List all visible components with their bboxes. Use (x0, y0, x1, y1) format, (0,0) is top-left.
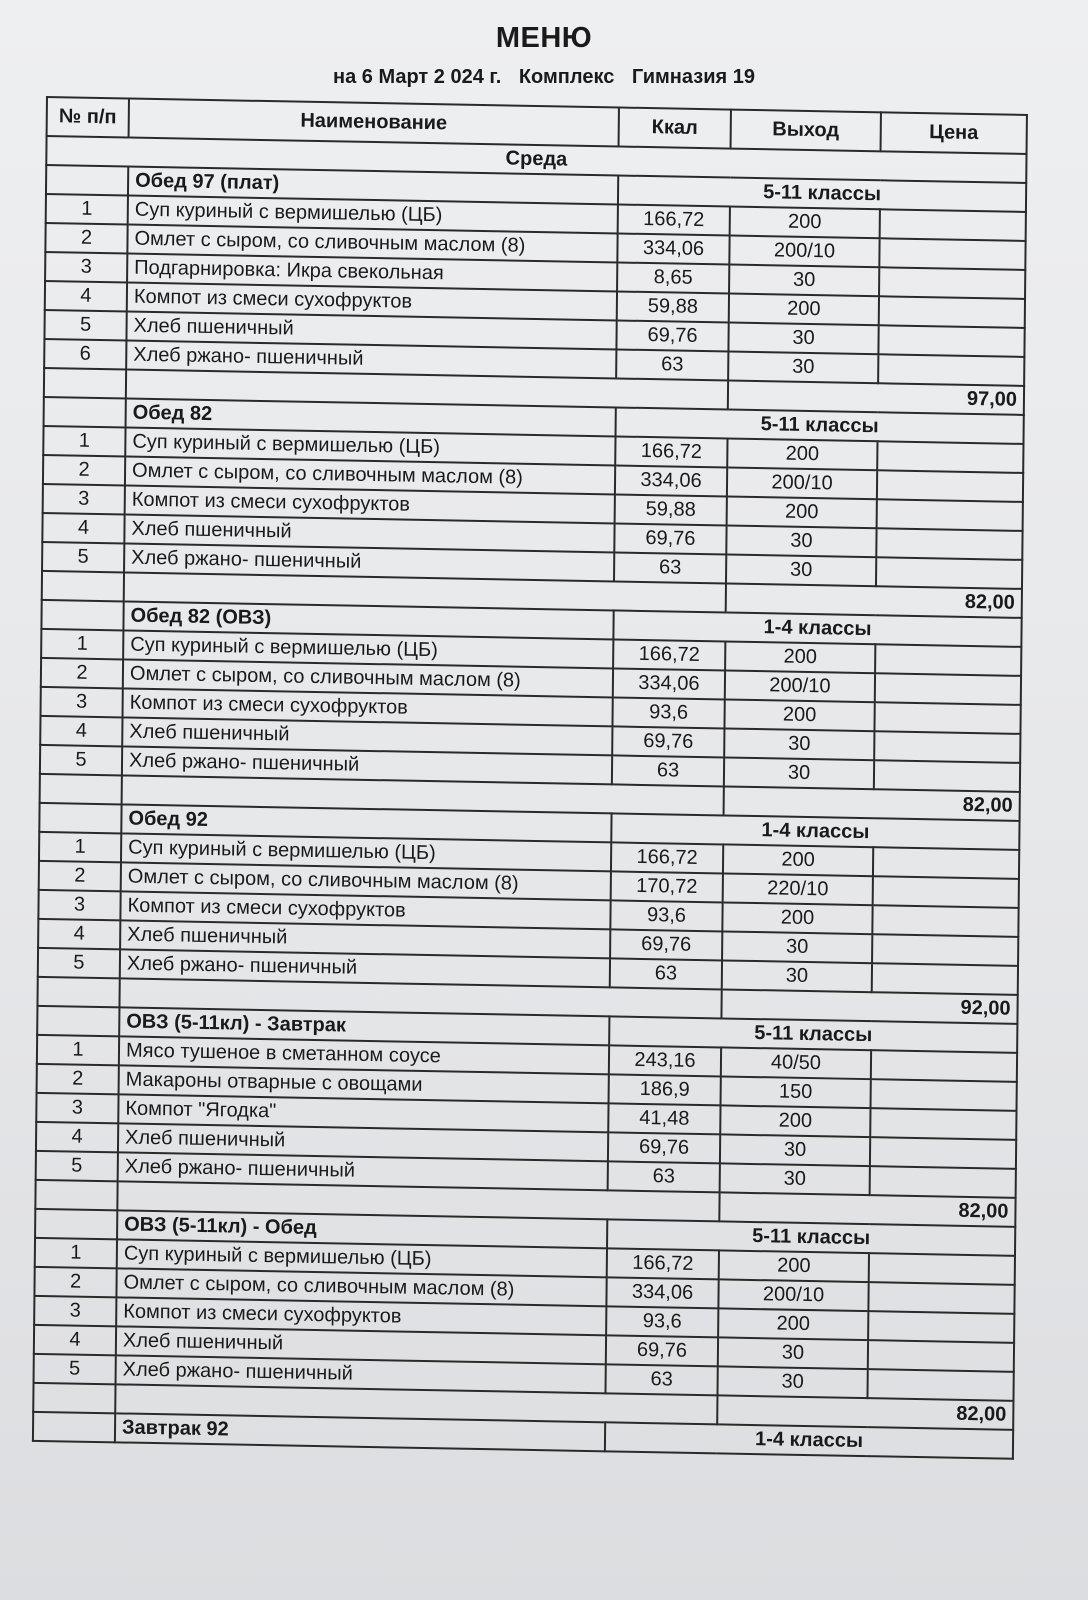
item-price (868, 1282, 1014, 1314)
item-number: 4 (42, 513, 124, 543)
item-kcal: 166,72 (615, 436, 727, 467)
item-name: Хлеб пшеничный (122, 717, 612, 755)
item-price (880, 209, 1026, 241)
item-name: Хлеб ржано- пшеничный (122, 746, 612, 784)
item-output: 30 (729, 265, 879, 297)
item-kcal: 63 (614, 552, 726, 583)
item-output: 200 (724, 699, 874, 731)
item-output: 200/10 (725, 670, 875, 702)
item-name: Суп куриный с вермишелью (ЦБ) (121, 833, 611, 871)
item-kcal: 186,9 (609, 1074, 721, 1105)
section-name: ОВЗ (5-11кл) - Завтрак (119, 1007, 609, 1045)
section-classes: 1-4 классы (605, 1422, 1013, 1458)
item-number: 4 (36, 1122, 118, 1152)
section-classes: 1-4 классы (611, 813, 1019, 849)
item-number: 5 (40, 745, 122, 775)
item-name: Компот из смеси сухофруктов (127, 282, 617, 320)
item-output: 30 (724, 757, 874, 789)
section-name: Обед 82 (126, 398, 616, 436)
item-output: 30 (724, 728, 874, 760)
item-output: 30 (717, 1366, 867, 1398)
section-name: Обед 82 (ОВЗ) (123, 601, 613, 639)
section-classes: 5-11 классы (616, 407, 1024, 443)
item-output: 30 (728, 352, 878, 384)
item-kcal: 69,76 (616, 320, 728, 351)
item-number: 3 (43, 484, 125, 514)
item-price (877, 499, 1023, 531)
section-number-cell (33, 1412, 115, 1442)
section-name: ОВЗ (5-11кл) - Обед (117, 1210, 607, 1248)
item-name: Подгарнировка: Икра свекольная (127, 253, 617, 291)
item-name: Макароны отварные с овощами (119, 1065, 609, 1103)
section-classes: 5-11 классы (607, 1219, 1015, 1255)
item-name: Суп куриный с вермишелью (ЦБ) (117, 1239, 607, 1277)
item-name: Омлет с сыром, со сливочным маслом (8) (127, 225, 617, 263)
item-kcal: 8,65 (617, 262, 729, 293)
item-number: 5 (38, 948, 120, 978)
item-name: Хлеб ржано- пшеничный (118, 1152, 608, 1190)
item-output: 200 (725, 641, 875, 673)
item-output: 200 (720, 1105, 870, 1137)
item-price (868, 1311, 1014, 1343)
item-name: Компот из смеси сухофруктов (116, 1297, 606, 1335)
item-price (877, 441, 1023, 473)
item-price (872, 963, 1018, 995)
item-kcal: 69,76 (610, 929, 722, 960)
item-number: 5 (36, 1151, 118, 1181)
item-price (874, 731, 1020, 763)
item-number: 3 (41, 687, 123, 717)
item-number: 2 (34, 1267, 116, 1297)
item-number: 5 (34, 1354, 116, 1384)
item-price (870, 1108, 1016, 1140)
item-output: 200 (718, 1308, 868, 1340)
section-name: Завтрак 92 (115, 1413, 605, 1451)
section-number-cell (46, 165, 128, 195)
item-output: 30 (718, 1337, 868, 1369)
item-name: Омлет с сыром, со сливочным маслом (8) (125, 456, 615, 494)
item-kcal: 63 (608, 1161, 720, 1192)
item-name: Хлеб пшеничный (118, 1123, 608, 1161)
item-kcal: 59,88 (615, 494, 727, 525)
item-number: 1 (39, 832, 121, 862)
header-output: Выход (731, 110, 881, 152)
section-classes: 1-4 классы (613, 610, 1021, 646)
item-number: 1 (35, 1238, 117, 1268)
header-number: № п/п (47, 97, 129, 137)
item-kcal: 334,06 (606, 1277, 718, 1308)
item-name: Хлеб ржано- пшеничный (116, 1355, 606, 1393)
section-name: Обед 97 (плат) (128, 167, 618, 205)
item-number: 4 (40, 716, 122, 746)
item-number: 2 (39, 861, 121, 891)
item-number: 1 (46, 194, 128, 224)
header-kcal: Ккал (619, 108, 731, 149)
total-number-cell (37, 977, 119, 1007)
item-price (875, 644, 1021, 676)
item-output: 200 (719, 1250, 869, 1282)
item-price (873, 847, 1019, 879)
item-output: 200 (723, 844, 873, 876)
item-price (876, 557, 1022, 589)
section-price: 97,00 (728, 381, 1024, 415)
item-kcal: 166,72 (607, 1248, 719, 1279)
item-price (867, 1369, 1013, 1401)
subtitle-school: Гимназия 19 (631, 66, 755, 88)
total-number-cell (44, 368, 126, 398)
item-output: 200 (730, 207, 880, 239)
section-number-cell (39, 803, 121, 833)
section-classes: 5-11 классы (609, 1016, 1017, 1052)
item-name: Суп куриный с вермишелью (ЦБ) (125, 427, 615, 465)
item-price (871, 1079, 1017, 1111)
item-number: 1 (37, 1035, 119, 1065)
total-number-cell (40, 774, 122, 804)
item-name: Компот "Ягодка" (118, 1094, 608, 1132)
total-number-cell (33, 1383, 115, 1413)
section-price: 82,00 (724, 786, 1020, 820)
item-price (870, 1166, 1016, 1198)
item-kcal: 334,06 (615, 465, 727, 496)
item-kcal: 69,76 (608, 1132, 720, 1163)
item-kcal: 166,72 (618, 204, 730, 235)
section-price: 82,00 (726, 583, 1022, 617)
item-price (878, 325, 1024, 357)
item-name: Компот из смеси сухофруктов (125, 485, 615, 523)
menu-table (32, 96, 1028, 1460)
item-output: 40/50 (721, 1047, 871, 1079)
item-number: 5 (44, 310, 126, 340)
item-name: Мясо тушеное в сметанном соусе (119, 1036, 609, 1074)
header-name: Наименование (129, 99, 619, 147)
item-name: Хлеб ржано- пшеничный (120, 949, 610, 987)
item-price (875, 673, 1021, 705)
day-label: Среда (46, 136, 1026, 183)
item-kcal: 63 (605, 1364, 717, 1395)
item-output: 200/10 (718, 1279, 868, 1311)
item-kcal: 59,88 (617, 291, 729, 322)
header-price: Цена (881, 112, 1027, 154)
item-number: 4 (38, 919, 120, 949)
item-output: 150 (721, 1076, 871, 1108)
item-name: Хлеб ржано- пшеничный (126, 340, 616, 378)
item-kcal: 93,6 (610, 900, 722, 931)
item-price (879, 296, 1025, 328)
item-kcal: 41,48 (608, 1103, 720, 1134)
item-price (874, 760, 1020, 792)
section-price: 82,00 (717, 1395, 1013, 1429)
page-subtitle (0, 66, 1088, 89)
item-kcal: 69,76 (614, 523, 726, 554)
item-name: Хлеб пшеничный (124, 514, 614, 552)
total-number-cell (42, 571, 124, 601)
item-price (873, 876, 1019, 908)
item-price (878, 354, 1024, 386)
item-kcal: 243,16 (609, 1045, 721, 1076)
item-kcal: 69,76 (612, 726, 724, 757)
item-name: Суп куриный с вермишелью (ЦБ) (128, 196, 618, 234)
item-kcal: 93,6 (606, 1306, 718, 1337)
item-price (876, 528, 1022, 560)
item-name: Хлеб пшеничный (120, 920, 610, 958)
item-price (877, 470, 1023, 502)
item-kcal: 170,72 (611, 871, 723, 902)
item-price (870, 1137, 1016, 1169)
item-kcal: 63 (610, 958, 722, 989)
item-number: 3 (45, 252, 127, 282)
item-price (879, 238, 1025, 270)
total-number-cell (35, 1180, 117, 1210)
subtitle-label: Комплекс (518, 66, 615, 88)
item-number: 4 (45, 281, 127, 311)
item-output: 200 (727, 439, 877, 471)
item-kcal: 166,72 (613, 639, 725, 670)
item-output: 200 (727, 496, 877, 528)
section-number-cell (35, 1209, 117, 1239)
item-output: 30 (722, 960, 872, 992)
item-kcal: 63 (612, 755, 724, 786)
item-output: 200/10 (727, 468, 877, 500)
item-kcal: 334,06 (613, 668, 725, 699)
item-number: 2 (41, 658, 123, 688)
item-kcal: 69,76 (606, 1335, 718, 1366)
item-output: 30 (722, 931, 872, 963)
section-number-cell (44, 397, 126, 427)
section-number-cell (37, 1006, 119, 1036)
item-name: Хлеб пшеничный (126, 311, 616, 349)
item-number: 3 (36, 1093, 118, 1123)
section-price: 82,00 (719, 1192, 1015, 1226)
item-number: 3 (34, 1296, 116, 1326)
item-number: 2 (45, 223, 127, 253)
item-kcal: 63 (616, 349, 728, 380)
section-name: Обед 92 (121, 804, 611, 842)
item-output: 30 (720, 1134, 870, 1166)
item-price (872, 905, 1018, 937)
section-classes: 5-11 классы (618, 175, 1026, 211)
section-number-cell (41, 600, 123, 630)
item-number: 3 (38, 890, 120, 920)
item-kcal: 93,6 (612, 697, 724, 728)
item-output: 30 (728, 323, 878, 355)
item-kcal: 166,72 (611, 842, 723, 873)
item-name: Омлет с сыром, со сливочным маслом (8) (123, 659, 613, 697)
page-title: МЕНЮ (495, 22, 593, 54)
item-name: Суп куриный с вермишелью (ЦБ) (123, 630, 613, 668)
item-price (868, 1340, 1014, 1372)
item-name: Хлеб ржано- пшеничный (124, 543, 614, 581)
item-number: 4 (34, 1325, 116, 1355)
item-price (879, 267, 1025, 299)
item-price (874, 702, 1020, 734)
item-name: Компот из смеси сухофруктов (120, 891, 610, 929)
item-name: Омлет с сыром, со сливочным маслом (8) (116, 1268, 606, 1306)
item-kcal: 334,06 (617, 233, 729, 264)
item-number: 6 (44, 339, 126, 369)
section-price: 92,00 (721, 989, 1017, 1023)
menu-body (33, 136, 1027, 1459)
item-output: 200 (722, 902, 872, 934)
item-output: 30 (726, 554, 876, 586)
item-number: 1 (43, 426, 125, 456)
item-name: Омлет с сыром, со сливочным маслом (8) (121, 862, 611, 900)
item-number: 2 (43, 455, 125, 485)
item-output: 220/10 (723, 873, 873, 905)
item-output: 30 (720, 1163, 870, 1195)
item-output: 200/10 (729, 236, 879, 268)
item-output: 30 (726, 525, 876, 557)
item-name: Компот из смеси сухофруктов (123, 688, 613, 726)
item-price (869, 1253, 1015, 1285)
item-name: Хлеб пшеничный (116, 1326, 606, 1364)
subtitle-date: на 6 Март 2 024 г. (333, 66, 502, 88)
item-number: 2 (37, 1064, 119, 1094)
item-price (872, 934, 1018, 966)
item-number: 5 (42, 542, 124, 572)
item-price (871, 1050, 1017, 1082)
item-output: 200 (729, 294, 879, 326)
item-number: 1 (41, 629, 123, 659)
